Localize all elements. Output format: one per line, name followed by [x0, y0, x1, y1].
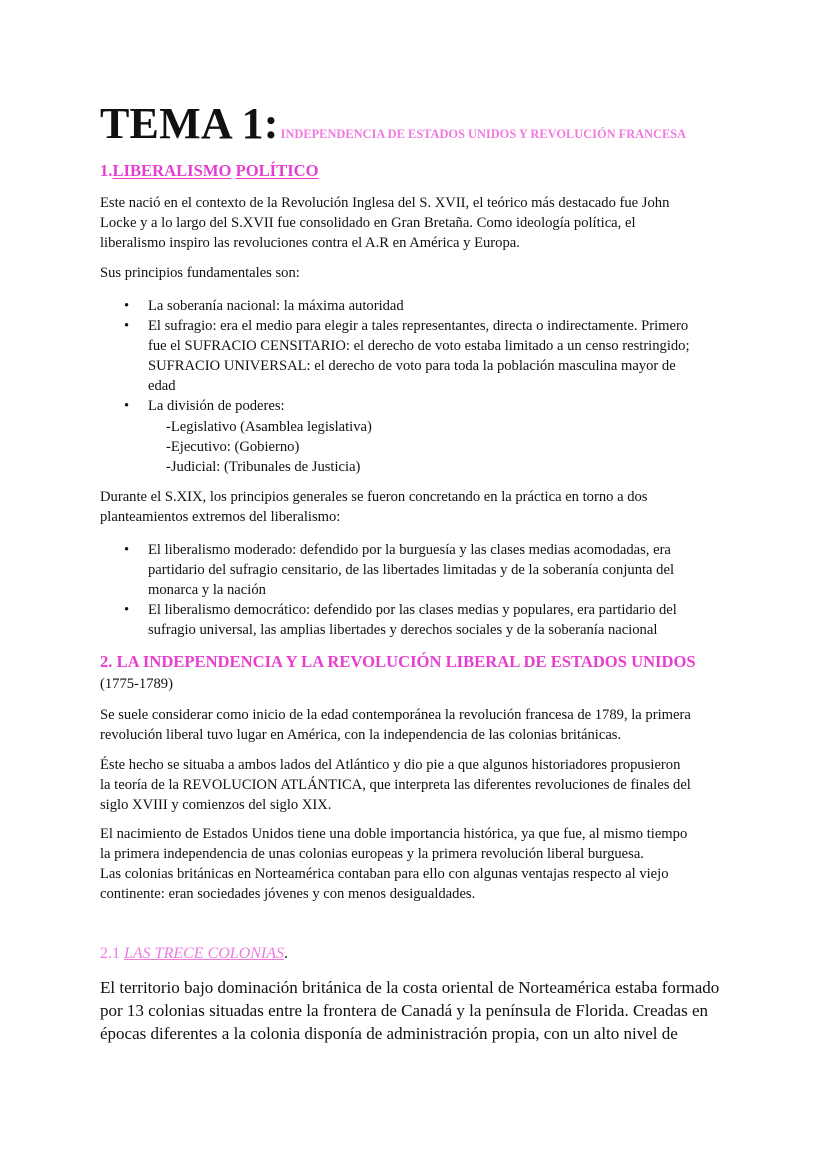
power-item: -Ejecutivo: (Gobierno)	[166, 439, 300, 455]
bullet-icon: •	[124, 318, 130, 334]
list-item: • El liberalismo democrático: defendido por las clases medias y populares, era partidario del sufragio universal, las amplias libertades y derechos sociales y de la soberanía nacional	[124, 602, 677, 638]
bullet-icon: •	[124, 398, 130, 414]
heading-word-liberalismo: LIBERALISMO	[112, 161, 232, 180]
bullet-icon: •	[124, 542, 130, 558]
section2-heading: 2. LA INDEPENDENCIA Y LA REVOLUCIÓN LIBERAL DE ESTADOS UNIDOS	[100, 652, 696, 671]
bullet-icon: •	[124, 602, 130, 618]
title-main: TEMA 1:	[100, 99, 279, 148]
principles-list	[100, 296, 730, 416]
power-item: -Judicial: (Tribunales de Justicia)	[166, 459, 361, 475]
heading-word-politico: POLÍTICO	[235, 161, 319, 180]
power-item: -Legislativo (Asamblea legislativa)	[166, 419, 372, 435]
powers-sublist	[100, 417, 730, 477]
section1-intro-paragraph: Este nació en el contexto de la Revolución Inglesa del S. XVII, el teórico más destacado fue John Locke y a lo largo del S.XVII fue consolidado en Gran Bretaña. Como ideología política, el liberalismo inspiro las revoluciones contra el A.R en América y Europa.	[100, 195, 670, 251]
section2-dates: (1775-1789)	[100, 676, 173, 692]
principles-intro: Sus principios fundamentales son:	[100, 265, 300, 281]
nineteenth-century-paragraph: Durante el S.XIX, los principios generales se fueron concretando en la práctica en torno a dos planteamientos extremos del liberalismo:	[100, 489, 648, 525]
bullet-icon: •	[124, 298, 130, 314]
list-item: • El liberalismo moderado: defendido por la burguesía y las clases medias acomodadas, era partidario del sufragio censitario, de las libertades limitadas y de la soberanía conjunta del monarca y la nación	[124, 542, 675, 598]
trece-colonias-link[interactable]: LAS TRECE COLONIAS	[124, 945, 285, 962]
section2-paragraph-2: Éste hecho se situaba a ambos lados del Atlántico y dio pie a que algunos historiadores propusieron la teoría de la REVOLUCION ATLÁNTICA, que interpreta las diferentes revoluciones de finales del siglo XVIII y comienzos del siglo XIX.	[100, 757, 691, 813]
document-title	[100, 98, 686, 149]
title-subtitle: INDEPENDENCIA DE ESTADOS UNIDOS Y REVOLUCIÓN FRANCESA	[280, 127, 687, 141]
list-item: • La división de poderes:	[124, 398, 285, 414]
section2-paragraph-3: El nacimiento de Estados Unidos tiene una doble importancia histórica, ya que fue, al mismo tiempo la primera independencia de unas colonias europeas y la primera revolución liberal burguesa. Las colonias británicas en Norteamérica contaban para ello con algunas ventajas respecto al viejo continente: eran sociedades jóvenes y con menos desigualdades.	[100, 826, 688, 902]
list-item: • El sufragio: era el medio para elegir a tales representantes, directa o indirectamente. Primero fue el SUFRACIO CENSITARIO: el derecho de voto estaba limitado a un censo restringido; SUFRACIO UNIVERSAL: el derecho de voto para toda la población masculina mayor de edad	[124, 318, 690, 394]
liberalism-currents-list	[100, 540, 730, 640]
section1-heading: 1.LIBERALISMO POLÍTICO	[100, 161, 319, 180]
section21-paragraph: El territorio bajo dominación británica de la costa oriental de Norteamérica estaba formado por 13 colonias situadas entre la frontera de Canadá y la península de Florida. Creadas en épocas diferentes a la colonia disponía de administración propia, con un alto nivel de	[100, 978, 720, 1043]
section2-paragraph-1: Se suele considerar como inicio de la edad contemporánea la revolución francesa de 1789, la primera revolución liberal tuvo lugar en América, con la independencia de las colonias británicas.	[100, 707, 691, 743]
section21-heading: 2.1 LAS TRECE COLONIAS.	[100, 945, 289, 962]
list-item: • La soberanía nacional: la máxima autoridad	[124, 298, 404, 314]
